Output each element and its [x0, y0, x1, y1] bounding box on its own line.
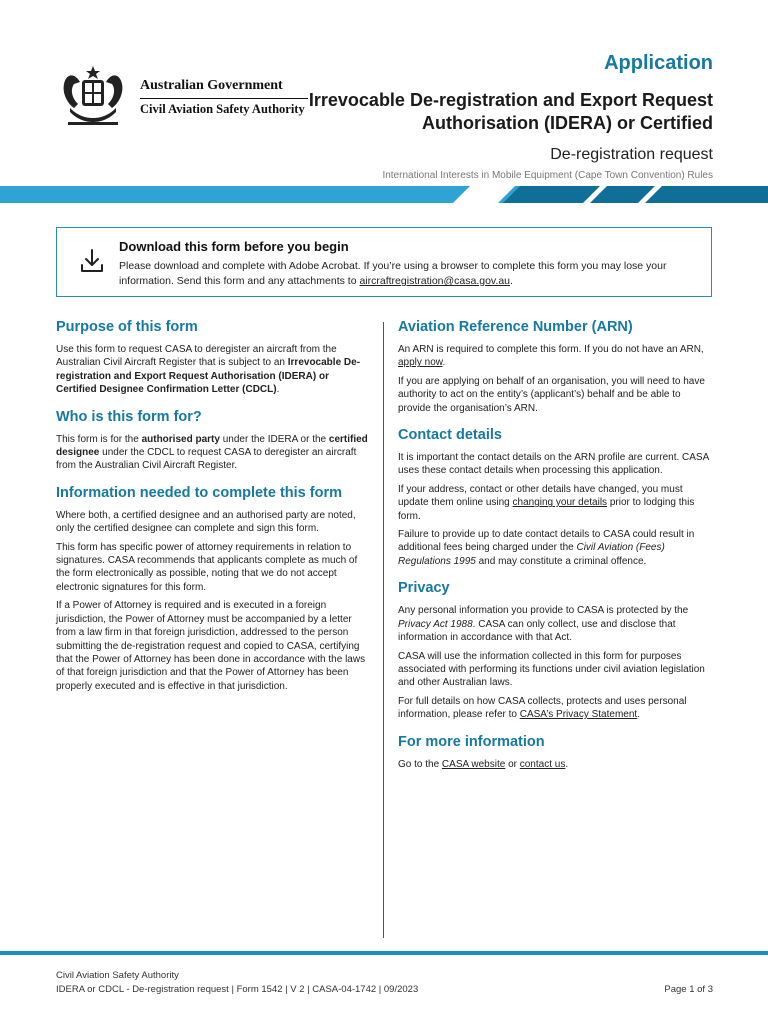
more-info-section: [398, 733, 714, 771]
info-heading: Information needed to complete this form: [56, 484, 342, 501]
casa-website-link[interactable]: CASA website: [441, 758, 506, 770]
privacy-para-1: [398, 604, 714, 644]
footer-org: Civil Aviation Safety Authority: [56, 970, 179, 981]
privacy-section: [398, 579, 714, 721]
privacy-para-3: [398, 695, 714, 722]
arn-text-a: An ARN is required to complete this form. If you do not have an ARN,: [398, 344, 704, 355]
info-para-3: If a Power of Attorney is required and is executed in a foreign jurisdiction, the Power of Attorney must be accompanied by a letter from a law firm in that foreign jurisdiction, addressed to the person submitting the de-registration request and copied to CASA, certifying that the Power of Attorney has been done in accordance with the laws of that foreign jurisdiction and that the Power of Attorney has been properly executed and is effective in that jurisdiction.: [56, 600, 366, 692]
gov-logo: [56, 64, 316, 128]
privacy-para-2: CASA will use the information collected in this form for purposes associated with performing its functions under civil aviation legislation and other Australian laws.: [398, 650, 705, 689]
agency-name: Civil Aviation Safety Authority: [140, 102, 305, 116]
arn-heading: Aviation Reference Number (ARN): [398, 319, 633, 335]
privacy-heading: Privacy: [398, 580, 450, 597]
purpose-text-bold: Irrevocable De-registration and Export Request Authorisation (IDERA) or Certified Designee Confirmation Letter (CDCL): [56, 357, 361, 396]
right-column: [398, 318, 714, 782]
who-text-e: under the CDCL to request CASA to deregister an aircraft from the Australian Civil Aircraft Register.: [56, 447, 357, 472]
logo-divider: [140, 98, 308, 99]
purpose-heading: Purpose of this form: [56, 319, 198, 335]
download-icon: [79, 248, 105, 274]
changing-details-link[interactable]: changing your details: [512, 497, 608, 509]
who-text-a: This form is for the: [56, 433, 142, 445]
purpose-text-end: .: [276, 384, 280, 396]
contact-text-a: If your address, contact or other details have changed, you must update them online using: [398, 483, 683, 509]
arn-para-1: [398, 343, 714, 370]
contact-para-1: It is important the contact details on the ARN profile are current. CASA uses these contact details when processing this application.: [398, 452, 709, 477]
info-para-2: This form has specific power of attorney requirements in relation to signatures. CASA recommends that applicants complete as much of the form electronically as possible, noting that we do not accept electronic signatures for this form.: [56, 541, 358, 593]
arn-section: [398, 318, 714, 415]
who-text-authorised: authorised party: [141, 433, 220, 445]
apply-now-link[interactable]: apply now: [398, 357, 443, 369]
page-title: Irrevocable De-registration and Export Request Authorisation (IDERA) or Certified: [308, 90, 713, 133]
footer-form-reference: IDERA or CDCL - De-registration request | Form 1542 | V 2 | CASA-04-1742 | 09/2023: [56, 984, 419, 995]
more-info-heading: For more information: [398, 733, 545, 750]
contact-para-2: [398, 483, 714, 523]
arn-para-2: If you are applying on behalf of an organisation, you will need to have authority to act on the entity’s (applicant’s) behalf and be able to provide the organisation’s ARN.: [398, 375, 705, 414]
email-link[interactable]: aircraftregistration@casa.gov.au: [359, 275, 511, 287]
privacy-text-c: . CASA can only collect, use and disclose that information in accordance with that Act.: [398, 618, 676, 644]
contact-fees-c: and may constitute a criminal offence.: [475, 555, 647, 567]
purpose-text-a: Use this form to request CASA to deregister an aircraft from the Australian Civil Aircraft Register that is subject to an: [56, 344, 337, 369]
left-column: [56, 318, 372, 704]
more-info-text-end: .: [565, 758, 569, 770]
contact-para-3: [398, 528, 714, 568]
download-text-body: Please download and complete with Adobe Acrobat. If you’re using a browser to complete this form you may lose your information. Send this form and any attachments to: [119, 260, 667, 287]
contact-text-c: prior to lodging this form.: [398, 497, 695, 522]
privacy-statement-link[interactable]: CASA’s Privacy Statement: [519, 709, 638, 721]
more-info-para: [398, 758, 714, 771]
info-para-1: Where both, a certified designee and an authorised party are noted, only the certified designee can complete and sign this form.: [56, 509, 356, 535]
fees-regulations-title: Civil Aviation (Fees) Regulations 1995: [398, 542, 665, 567]
who-text-c: under the IDERA or the: [219, 433, 329, 445]
privacy-statement-end: .: [637, 709, 640, 721]
download-heading: Download this form before you begin: [119, 239, 349, 254]
who-text-designee: certified designee: [56, 433, 368, 459]
form-type-label: Application: [604, 52, 713, 74]
arn-text-end: .: [442, 357, 446, 369]
coat-of-arms-icon: [56, 64, 130, 128]
column-divider: [383, 322, 384, 938]
contact-section: [398, 426, 714, 568]
download-text: [119, 259, 699, 289]
more-info-text-a: Go to the: [398, 758, 442, 770]
info-section: [56, 484, 372, 693]
contact-heading: Contact details: [398, 427, 502, 444]
download-notice: [56, 227, 712, 297]
download-text-end: .: [510, 275, 513, 287]
contact-fees-a: Failure to provide up to date contact details to CASA could result in additional fees being charged under the: [398, 529, 695, 554]
page-number: Page 1 of 3: [664, 984, 713, 995]
privacy-text-a: Any personal information you provide to CASA is protected by the: [398, 605, 689, 617]
who-heading: Who is this form for?: [56, 408, 202, 425]
more-info-text-or: or: [505, 758, 520, 770]
purpose-section: [56, 318, 372, 397]
page-subtitle: De-registration request: [550, 146, 713, 163]
header-stripe: [0, 186, 768, 203]
purpose-text: [56, 343, 372, 397]
who-text: [56, 433, 372, 473]
gov-name: Australian Government: [140, 78, 283, 93]
privacy-statement-text: For full details on how CASA collects, protects and uses personal information, please refer to: [398, 695, 687, 721]
privacy-act-title: Privacy Act 1988: [398, 618, 473, 630]
who-section: [56, 408, 372, 473]
footer-bar: [0, 951, 768, 955]
contact-us-link[interactable]: contact us: [519, 758, 566, 770]
rules-reference: International Interests in Mobile Equipment (Cape Town Convention) Rules: [382, 170, 713, 181]
